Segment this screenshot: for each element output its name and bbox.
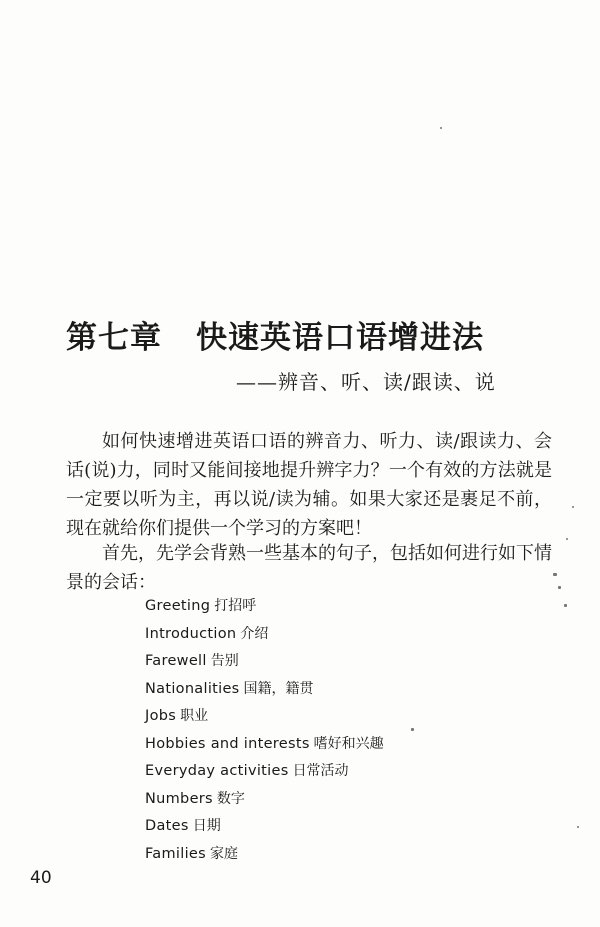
list-item bbox=[145, 620, 384, 648]
topic-chinese: 嗜好和兴趣 bbox=[313, 735, 384, 752]
topic-english: Introduction bbox=[145, 625, 237, 642]
scan-speck bbox=[572, 506, 574, 508]
chapter-heading: 快速英语口语增进法 bbox=[196, 320, 484, 356]
topic-chinese: 国籍，籍贯 bbox=[243, 680, 314, 697]
topic-chinese: 介绍 bbox=[240, 625, 269, 642]
list-item bbox=[145, 675, 384, 703]
chapter-number: 第七章 bbox=[66, 320, 162, 356]
scan-speck bbox=[553, 573, 557, 576]
list-item bbox=[145, 730, 384, 758]
scan-speck bbox=[411, 728, 414, 731]
page-number: 40 bbox=[30, 868, 52, 888]
scan-speck bbox=[577, 826, 579, 828]
scan-speck bbox=[566, 538, 568, 540]
topic-english: Greeting bbox=[145, 598, 211, 614]
intro-paragraph: 如何快速增进英语口语的辨音力、听力、读/跟读力、会话(说)力，同时又能间接地提升辨字力？一个有效的方法就是一定要以听为主，再以说/读为辅。如果大家还是裹足不前，现在就给你们提供一个学习的方案吧！ bbox=[66, 431, 552, 539]
list-item bbox=[145, 702, 384, 730]
topic-chinese: 职业 bbox=[180, 708, 209, 724]
list-item bbox=[145, 592, 384, 620]
scan-speck bbox=[558, 586, 561, 589]
topic-chinese: 告别 bbox=[210, 653, 239, 669]
list-item bbox=[145, 757, 384, 785]
topic-chinese: 家庭 bbox=[209, 845, 238, 862]
scan-speck bbox=[440, 127, 442, 129]
topic-english: Families bbox=[145, 845, 206, 862]
topic-list bbox=[145, 592, 384, 867]
topic-english: Dates bbox=[145, 818, 189, 834]
topic-chinese: 打招呼 bbox=[214, 598, 257, 614]
scan-speck bbox=[564, 604, 567, 607]
chapter-title bbox=[66, 312, 484, 357]
list-item bbox=[145, 785, 384, 813]
list-item bbox=[145, 647, 384, 675]
topic-chinese: 日期 bbox=[192, 818, 221, 834]
list-item bbox=[145, 840, 384, 868]
topic-chinese: 数字 bbox=[216, 790, 245, 807]
topic-english: Everyday activities bbox=[145, 763, 289, 779]
topic-english: Numbers bbox=[145, 790, 213, 807]
topic-english: Jobs bbox=[145, 708, 177, 724]
plan-paragraph: 首先，先学会背熟一些基本的句子，包括如何进行如下情景的会话： bbox=[66, 543, 552, 593]
chapter-subtitle: ——辨音、听、读/跟读、说 bbox=[236, 370, 496, 394]
topic-chinese: 日常活动 bbox=[292, 763, 349, 779]
topic-english: Farewell bbox=[145, 653, 207, 669]
list-item bbox=[145, 812, 384, 840]
topic-english: Hobbies and interests bbox=[145, 735, 310, 752]
topic-english: Nationalities bbox=[145, 680, 240, 697]
